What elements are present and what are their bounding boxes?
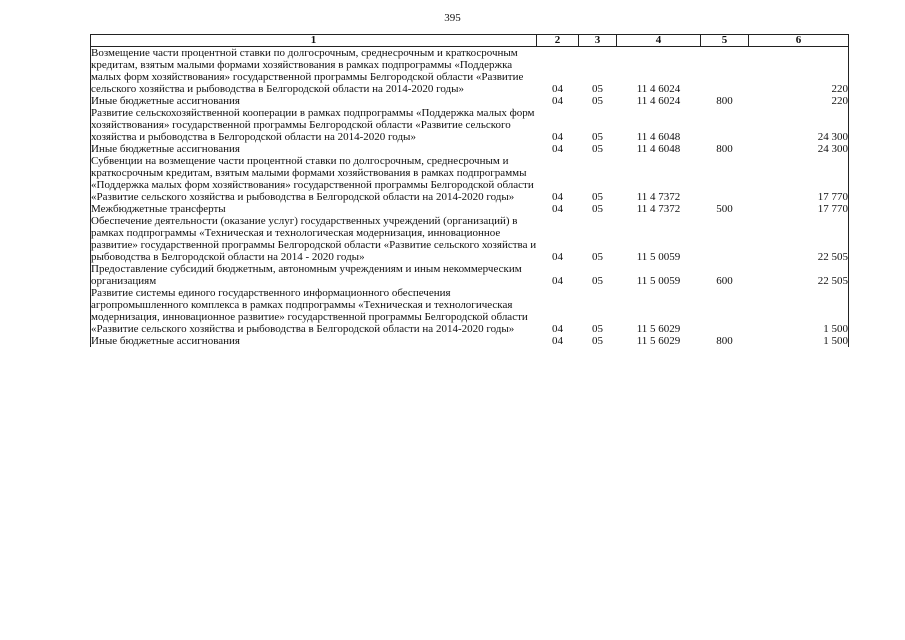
row-rz: 04	[552, 275, 563, 287]
row-csr: 11 5 0059	[636, 275, 681, 287]
row-sum: 220	[749, 47, 849, 96]
row-csr: 11 4 6048	[636, 131, 681, 143]
row-pr: 05	[592, 203, 603, 215]
row-pr: 05	[592, 95, 603, 107]
row-rz: 04	[552, 323, 563, 335]
row-sum: 1 500	[749, 287, 849, 335]
row-name: Межбюджетные трансферты	[91, 203, 537, 215]
row-vr: 500	[716, 203, 733, 215]
table-row	[91, 203, 849, 215]
row-vr	[701, 287, 749, 335]
page-number: 395	[444, 12, 461, 24]
row-pr: 05	[592, 275, 603, 287]
table-row	[91, 335, 849, 347]
row-csr: 11 4 6024	[636, 95, 681, 107]
row-vr: 800	[716, 95, 733, 107]
row-sum: 17 770	[749, 155, 849, 203]
row-pr: 05	[592, 335, 603, 347]
table-row	[91, 263, 849, 287]
column-header-vr: 5	[701, 35, 749, 47]
row-vr: 800	[716, 143, 733, 155]
row-name: Развитие системы единого государственного информационного обеспечения агропромышленного комплекса в рамках подпрограммы «Техническая и технологическая модернизация, инновационное развитие» государственной программы Белгородской области «Развитие сельского хозяйства и рыбоводства в Белгородской области на 2014-2020 годы»	[91, 287, 537, 335]
row-rz: 04	[552, 131, 563, 143]
row-name: Предоставление субсидий бюджетным, автономным учреждениям и иным некоммерческим организациям	[91, 263, 537, 287]
table-row	[91, 155, 849, 203]
row-pr: 05	[592, 191, 603, 203]
column-header-name: 1	[91, 35, 537, 47]
row-vr: 800	[716, 335, 733, 347]
row-vr	[701, 107, 749, 143]
table-row	[91, 107, 849, 143]
row-name: Возмещение части процентной ставки по долгосрочным, среднесрочным и краткосрочным кредитам, взятым малыми формами хозяйствования в рамках подпрограммы «Поддержка малых форм хозяйствования» государственной программы Белгородской области «Развитие сельского хозяйства и рыбоводства в Белгородской области на 2014-2020 годы»	[91, 47, 537, 96]
table-row	[91, 287, 849, 335]
row-name: Субвенции на возмещение части процентной ставки по долгосрочным, среднесрочным и краткосрочным кредитам, взятым малыми формами хозяйствования в рамках подпрограммы «Поддержка малых форм хозяйствования» государственной программы Белгородской области «Развитие сельского хозяйства и рыбоводства в Белгородской области на 2014-2020 годы»	[91, 155, 537, 203]
table-row	[91, 47, 849, 96]
row-sum: 24 300	[749, 107, 849, 143]
row-sum: 17 770	[749, 203, 849, 215]
row-csr: 11 5 0059	[636, 251, 681, 263]
row-vr: 600	[716, 275, 733, 287]
row-vr	[701, 155, 749, 203]
row-rz: 04	[552, 143, 563, 155]
row-vr	[701, 47, 749, 96]
table-header-row	[91, 35, 849, 47]
row-sum: 1 500	[749, 335, 849, 347]
table-row	[91, 215, 849, 263]
row-sum: 24 300	[749, 143, 849, 155]
row-vr	[701, 215, 749, 263]
row-csr: 11 4 7372	[636, 203, 681, 215]
row-sum: 22 505	[749, 215, 849, 263]
row-name: Обеспечение деятельности (оказание услуг) государственных учреждений (организаций) в рамках подпрограммы «Техническая и технологическая модернизация, инновационное развитие» государственной программы Белгородской области «Развитие сельского хозяйства и рыбоводства в Белгородской области на 2014 - 2020 годы»	[91, 215, 537, 263]
row-rz: 04	[552, 335, 563, 347]
row-csr: 11 4 6048	[636, 143, 681, 155]
row-sum: 220	[749, 95, 849, 107]
column-header-csr: 4	[617, 35, 701, 47]
row-csr: 11 4 7372	[636, 191, 681, 203]
budget-table	[90, 34, 849, 347]
row-name: Иные бюджетные ассигнования	[91, 143, 537, 155]
table-row	[91, 143, 849, 155]
row-csr: 11 5 6029	[636, 335, 681, 347]
row-sum: 22 505	[749, 263, 849, 287]
row-name: Иные бюджетные ассигнования	[91, 335, 537, 347]
row-pr: 05	[592, 251, 603, 263]
row-rz: 04	[552, 191, 563, 203]
row-pr: 05	[592, 323, 603, 335]
row-name: Иные бюджетные ассигнования	[91, 95, 537, 107]
row-rz: 04	[552, 83, 563, 95]
row-pr: 05	[592, 83, 603, 95]
row-csr: 11 4 6024	[636, 83, 681, 95]
row-rz: 04	[552, 203, 563, 215]
column-header-rz: 2	[537, 35, 579, 47]
table-row	[91, 95, 849, 107]
row-name: Развитие сельскохозяйственной кооперации в рамках подпрограммы «Поддержка малых форм хозяйствования» государственной программы Белгородской области «Развитие сельского хозяйства и рыбоводства в Белгородской области на 2014-2020 годы»	[91, 107, 535, 143]
column-header-pr: 3	[579, 35, 617, 47]
row-csr: 11 5 6029	[636, 323, 681, 335]
column-header-sum: 6	[749, 35, 849, 47]
row-pr: 05	[592, 143, 603, 155]
row-pr: 05	[592, 131, 603, 143]
row-rz: 04	[552, 95, 563, 107]
row-rz: 04	[552, 251, 563, 263]
